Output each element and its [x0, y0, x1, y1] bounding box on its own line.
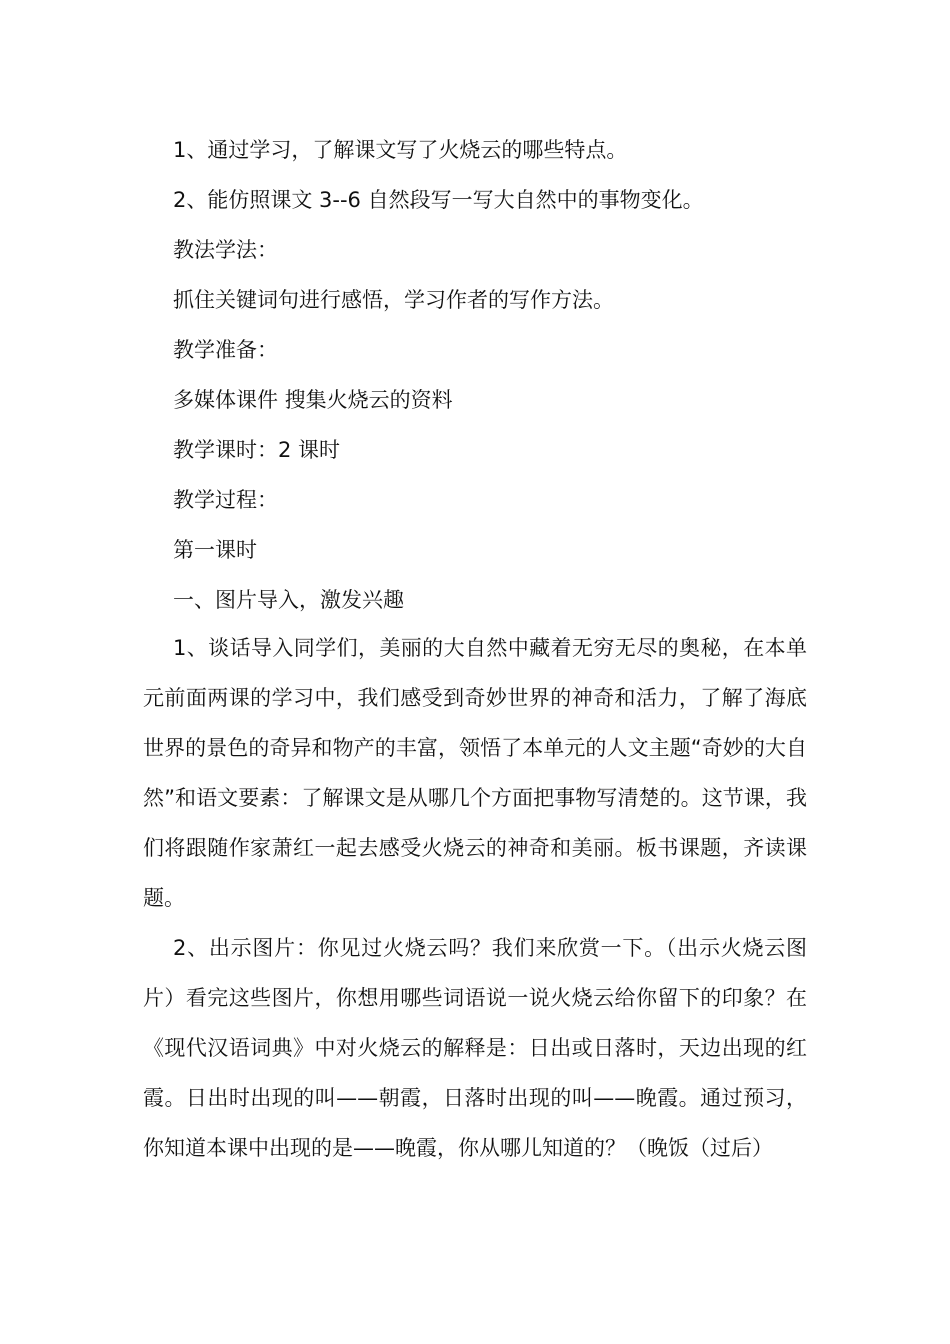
paragraph-intro-talk: 1、谈话导入同学们，美丽的大自然中藏着无穷无尽的奥秘，在本单元前面两课的学习中，我们感受到奇妙世界的神奇和活力，了解了海底世界的景色的奇异和物产的丰富，领悟了本单元的人文主题“奇妙的大自然”和语文要素：了解课文是从哪几个方面把事物写清楚的。这节课，我们将跟随作家萧红一起去感受火烧云的神奇和美丽。板书课题，齐读课题。: [143, 636, 807, 910]
objective-line-1: 1、通过学习，了解课文写了火烧云的哪些特点。: [173, 138, 628, 162]
first-lesson-heading: 第一课时: [173, 538, 257, 562]
teaching-method-text: 抓住关键词句进行感悟，学习作者的写作方法。: [173, 288, 614, 312]
class-hours-line: 教学课时：2 课时: [173, 438, 341, 462]
section-one-heading: 一、图片导入，激发兴趣: [173, 588, 404, 612]
paragraph-show-pictures: 2、出示图片：你见过火烧云吗？我们来欣赏一下。（出示火烧云图片）看完这些图片，你想用哪些词语说一说火烧云给你留下的印象？在《现代汉语词典》中对火烧云的解释是：日出或日落时，天边出现的红霞。日出时出现的叫——朝霞，日落时出现的叫——晚霞。通过预习，你知道本课中出现的是——晚霞，你从哪儿知道的？（晚饭（过后）: [143, 936, 807, 1160]
process-heading: 教学过程：: [173, 488, 278, 512]
teaching-method-heading: 教法学法：: [173, 238, 278, 262]
preparation-text: 多媒体课件 搜集火烧云的资料: [173, 388, 453, 412]
preparation-heading: 教学准备：: [173, 338, 278, 362]
objective-line-2: 2、能仿照课文 3--6 自然段写一写大自然中的事物变化。: [173, 188, 704, 212]
